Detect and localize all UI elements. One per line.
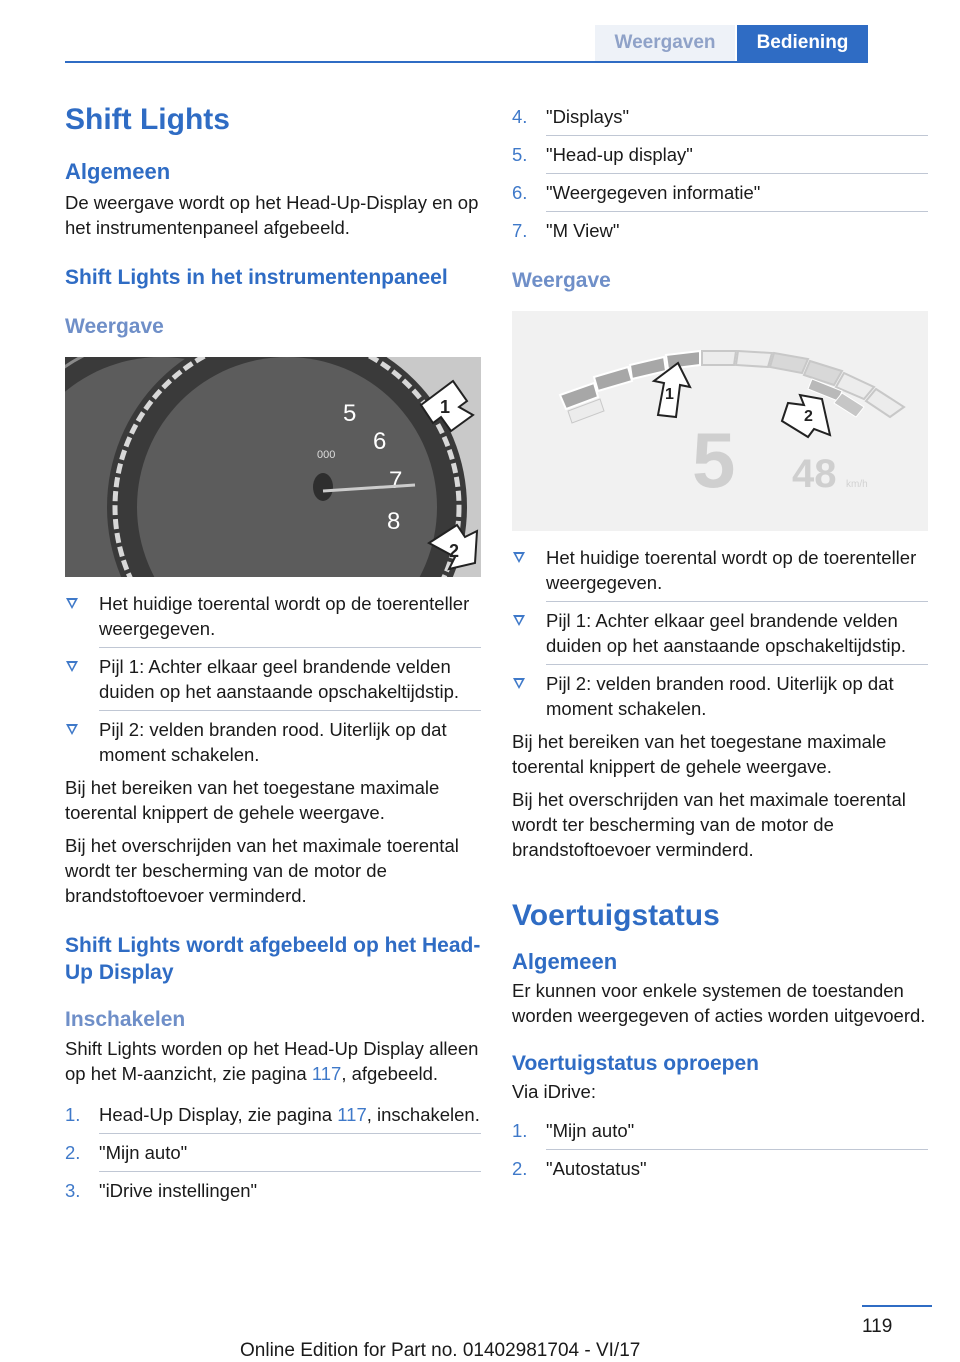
list-item: 6. "Weergegeven informatie" [512, 182, 761, 203]
hud-unit: km/h [846, 479, 868, 490]
list-item: Pijl 2: velden branden rood. Uiterlijk op dat moment schakelen. [65, 717, 481, 767]
list-item: 4. "Displays" [512, 106, 630, 127]
hud-illustration [512, 311, 928, 531]
divider [546, 135, 928, 136]
list-item: Het huidige toerental wordt op de toerenteller weergegeven. [512, 545, 928, 595]
list-item: 3. "iDrive instellingen" [65, 1180, 258, 1201]
divider [99, 1133, 481, 1134]
inschakelen-text: Shift Lights worden op het Head-Up Display alleen op het M-aanzicht, zie pagina 117, afgebeeld. [65, 1038, 479, 1084]
paragraph-knippert-right: Bij het bereiken van het toegestane maximale toerental knippert de gehele weergave. [512, 731, 887, 777]
gauge-3-tick-6: 6 [373, 428, 387, 455]
list-item: 5. "Head-up display" [512, 144, 693, 165]
page-link-117[interactable]: 117 [337, 1104, 367, 1125]
figure-hud-display [512, 311, 928, 531]
right-steps2-list [512, 1118, 928, 1181]
heading-algemeen: Algemeen [65, 159, 171, 184]
arrow-1-label: 1 [440, 397, 451, 417]
heading-weergave-right: Weergave [512, 269, 611, 292]
gauges-illustration [65, 357, 481, 577]
heading-instrument-panel: Shift Lights in het instrumentenpaneel [65, 266, 448, 289]
divider [546, 601, 928, 602]
list-item: 7. "M View" [512, 220, 620, 241]
gauge-3-tick-8: 8 [387, 508, 401, 535]
figure-instrument-gauges [65, 357, 481, 577]
header-rule [65, 61, 868, 63]
section-title-voertuigstatus: Voertuigstatus [512, 899, 720, 932]
footer-rule [862, 1305, 932, 1307]
divider [99, 647, 481, 648]
arrow-2-label: 2 [449, 541, 460, 561]
list-item: 1. Head-Up Display, zie pagina 117, inschakelen. [65, 1104, 480, 1125]
heading-algemeen-right: Algemeen [512, 949, 618, 974]
page-link-117[interactable]: 117 [311, 1063, 342, 1084]
gauge-3-tick-5: 5 [343, 400, 357, 427]
paragraph-brandstof: Bij het overschrijden van het maximale toerental wordt ter bescherming van de motor de brandstoftoevoer verminderd. [65, 835, 459, 906]
left-column [65, 96, 481, 1203]
list-item: Pijl 2: velden branden rood. Uiterlijk op dat moment schakelen. [512, 671, 928, 721]
divider [99, 1171, 481, 1172]
list-item: Het huidige toerental wordt op de toerenteller weergegeven. [65, 591, 481, 641]
gauge-3-tick-7: 7 [389, 467, 403, 494]
bullet-triangle-icon [66, 661, 78, 672]
section-title-shift-lights: Shift Lights [65, 103, 230, 136]
divider [546, 211, 928, 212]
edition-text: Online Edition for Part no. 01402981704 - VI/17 [240, 1340, 641, 1361]
list-item: Pijl 1: Achter elkaar geel brandende velden duiden op het aanstaande opschakeltijdstip. [65, 654, 481, 704]
heading-hud: Shift Lights wordt afgebeeld op het Head-Up Display [65, 934, 481, 984]
left-steps-list [65, 1102, 481, 1203]
algemeen-text: De weergave wordt op het Head-Up-Display en op het instrumentenpaneel afgebeeld. [65, 192, 479, 238]
list-item: Pijl 1: Achter elkaar geel brandende velden duiden op het aanstaande opschakeltijdstip. [512, 608, 928, 658]
left-bullet-list [65, 591, 481, 767]
hud-arrow-2-label: 2 [804, 408, 813, 425]
tab-weergaven[interactable]: Weergaven [595, 25, 735, 61]
right-bullet-list [512, 545, 928, 721]
list-item: 1. "Mijn auto" [512, 1120, 635, 1141]
list-item: 2. "Mijn auto" [65, 1142, 188, 1163]
divider [546, 664, 928, 665]
page-number: 119 [862, 1316, 893, 1337]
hud-speed: 48 [792, 452, 837, 496]
list-item: 2. "Autostatus" [512, 1158, 647, 1179]
hud-arrow-1-label: 1 [665, 386, 674, 403]
tab-bediening[interactable]: Bediening [737, 25, 868, 61]
gauge-3 [107, 357, 481, 577]
paragraph-brandstof-right: Bij het overschrijden van het maximale toerental wordt ter bescherming van de motor de brandstoftoevoer verminderd. [512, 789, 906, 860]
bullet-triangle-icon [513, 552, 525, 563]
right-steps-list [512, 104, 928, 243]
algemeen-text-right: Er kunnen voor enkele systemen de toestanden worden weergegeven of acties worden uitgevoerd. [512, 980, 926, 1026]
gauge-3-side: 000 [317, 449, 336, 461]
bullet-triangle-icon [513, 615, 525, 626]
heading-inschakelen: Inschakelen [65, 1008, 186, 1031]
bullet-triangle-icon [66, 598, 78, 609]
divider [99, 710, 481, 711]
paragraph-knippert: Bij het bereiken van het toegestane maximale toerental knippert de gehele weergave. [65, 777, 440, 823]
heading-weergave-left: Weergave [65, 315, 164, 338]
right-column [512, 104, 928, 1181]
hud-gear: 5 [692, 416, 736, 504]
divider [546, 1149, 928, 1150]
bullet-triangle-icon [513, 678, 525, 689]
via-idrive: Via iDrive: [512, 1081, 596, 1102]
divider [546, 173, 928, 174]
heading-oproepen: Voertuigstatus oproepen [512, 1052, 759, 1075]
page-header [0, 0, 960, 62]
bullet-triangle-icon [66, 724, 78, 735]
